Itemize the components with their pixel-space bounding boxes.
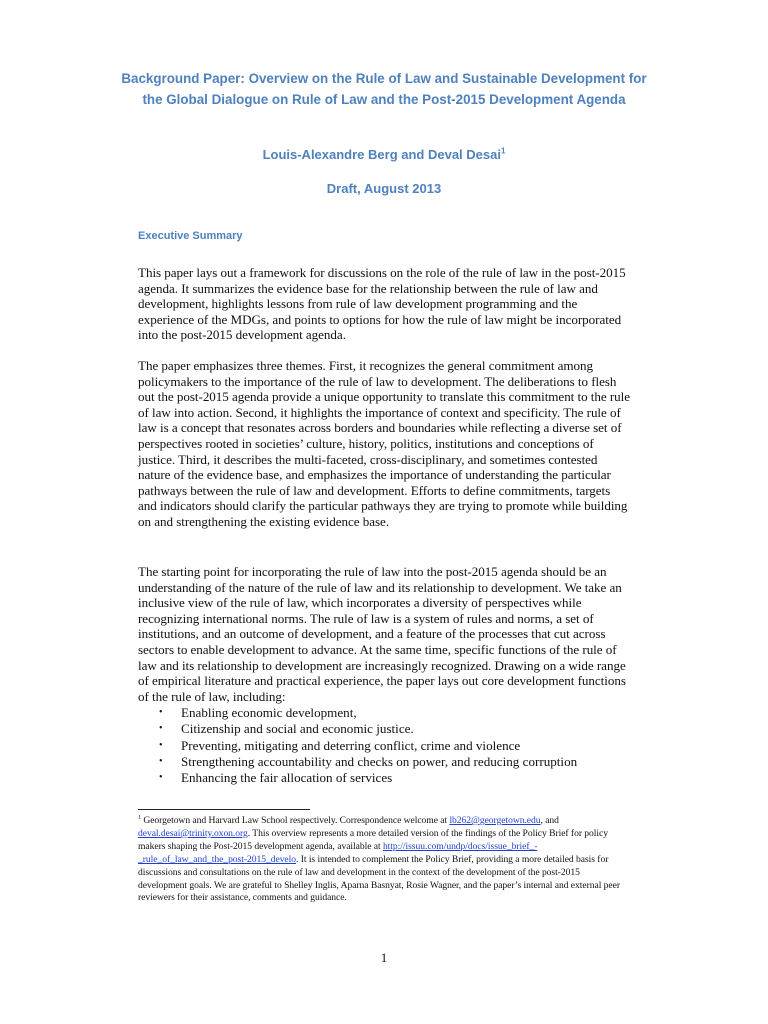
bullet-icon: • (159, 707, 163, 718)
bullet-icon: • (159, 723, 163, 735)
list-item (138, 721, 632, 737)
paragraph-1: This paper lays out a framework for discussions on the role of the rule of law in the post-2015 agenda. It summarizes the evidence base for the relationship between the rule of law and development, highlights lessons from rule of law development programming and the experience of the MDGs, and points to options for how the rule of law might be incorporated into the post-2015 development agenda. (138, 265, 626, 343)
list-item-text: Preventing, mitigating and deterring conflict, crime and violence (181, 737, 521, 753)
list-item (138, 705, 632, 721)
footnote-1 (138, 815, 624, 905)
authors (0, 147, 768, 163)
list-item-text: Strengthening accountability and checks on power, and reducing corruption (181, 753, 578, 769)
email-link-desai[interactable]: deval.desai@trinity.oxon.org (138, 827, 248, 839)
authors-names: Louis-Alexandre Berg and Deval Desai (262, 147, 501, 162)
authors-footnote-mark[interactable]: 1 (500, 146, 506, 156)
email-link-berg[interactable]: lb262@georgetown.edu (449, 815, 541, 826)
list-item-text: Enhancing the fair allocation of services (181, 770, 393, 786)
list-item (138, 770, 632, 786)
paragraph-2: The paper emphasizes three themes. First, it recognizes the general commitment among policymakers to the importance of the rule of law to development. The deliberations to flesh out the post-2015 agenda provide a unique opportunity to translate this commitment to the rule of law into action. Second, it highlights the importance of context and specificity. The rule of law is a concept that resonates across borders and boundaries while reflecting a diverse set of perspectives rooted in societies’ culture, history, politics, institutions and conceptions of justice. Third, it describes the multi-faceted, cross-disciplinary, and sometimes contested nature of the evidence base, and emphasizes the importance of understanding the particular pathways between the rule of law and development. Efforts to define commitments, targets and indicators should clarify the particular pathways they are trying to promote while building on and strengthening the existing evidence base. (138, 358, 631, 529)
footnote-mark: 1 (138, 814, 141, 821)
footnote-text-3: . This overview represents a more detailed version of the findings of the Policy Brief for policy makers shaping the Post-2015 development agenda, available at (138, 827, 608, 852)
draft-date: Draft, August 2013 (326, 181, 442, 196)
page-number: 1 (380, 950, 388, 965)
bullet-icon: • (159, 755, 163, 767)
title-line-2: the Global Dialogue on Rule of Law and the Post-2015 Development Agenda (142, 92, 626, 107)
list-item (138, 738, 632, 754)
paragraph-3: The starting point for incorporating the rule of law into the post-2015 agenda should be an understanding of the nature of the rule of law and its relationship to development. We take an inclusive view of the rule of law, which incorporates a diversity of perspectives while recognizing international norms. The rule of law is a system of rules and norms, a set of institutions, and an outcome of development, and a feature of the processes that cut across sectors to enable development to advance. At the same time, specific functions of the rule of law and its relationship to development are increasingly recognized. Drawing on a wide range of empirical literature and practical experience, the paper lays out core development functions of the rule of law, including: (138, 564, 626, 704)
footnote-text-2: , and (540, 815, 559, 826)
policy-brief-link[interactable]: http://issuu.com/undp/docs/issue_brief_-_rule_of_law_and_the_post-2015_develo (138, 840, 538, 865)
list-item (138, 754, 632, 770)
section-heading-executive-summary: Executive Summary (138, 230, 243, 242)
bullet-icon: • (159, 772, 163, 784)
footnote-text-1: Georgetown and Harvard Law School respectively. Correspondence welcome at (143, 815, 450, 826)
development-functions-list (138, 705, 632, 786)
list-item-text: Citizenship and social and economic justice. (181, 721, 414, 737)
footnote-text-4: . It is intended to complement the Policy Brief, providing a more detailed basis for discussions and consultations on the rule of law and development in the context of the development of the post-2015 development goals. We are grateful to Shelley Inglis, Aparna Basnyat, Rosie Wagner, and the paper’s internal and external peer reviewers for their assistance, comments and guidance. (138, 853, 620, 904)
bullet-icon: • (159, 739, 163, 751)
title-line-1: Background Paper: Overview on the Rule of Law and Sustainable Development for (121, 71, 647, 86)
list-item-text: Enabling economic development, (181, 705, 357, 720)
footnote-separator (138, 809, 310, 810)
document-title (100, 68, 668, 110)
